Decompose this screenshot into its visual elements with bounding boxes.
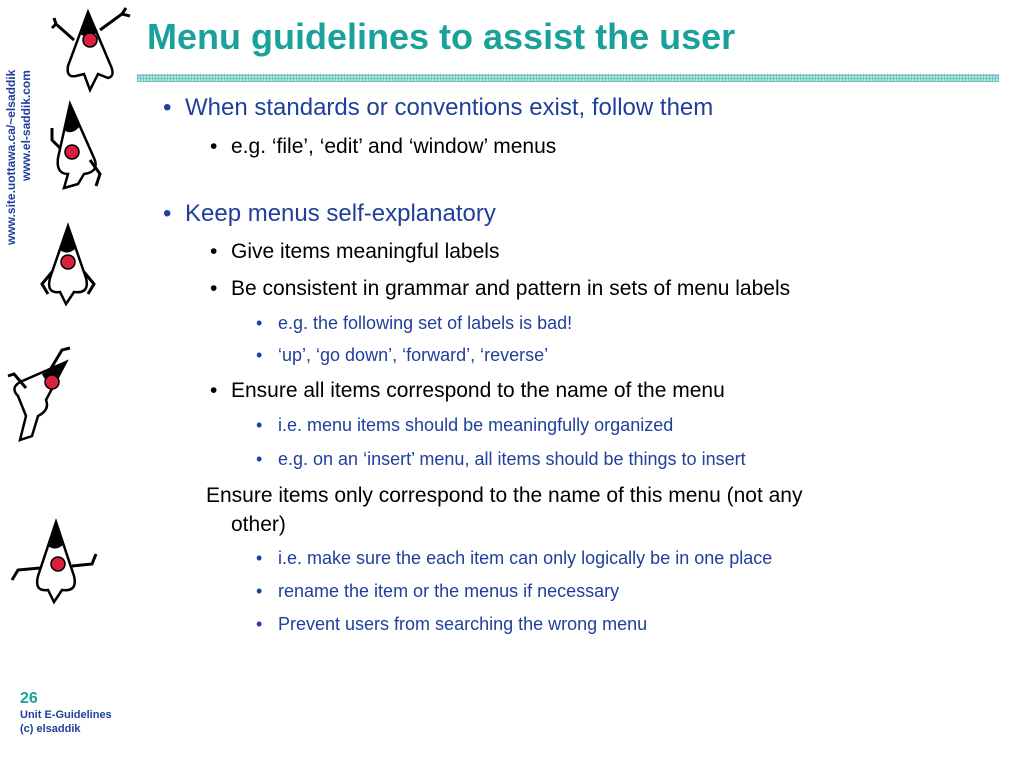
bullet-bad-labels: e.g. the following set of labels is bad!: [278, 313, 573, 333]
bullet-meaningful-labels: Give items meaningful labels: [231, 240, 500, 263]
page-number: 26: [20, 690, 38, 707]
bullet-icon: •: [256, 313, 263, 333]
bullet-self-explanatory: Keep menus self-explanatory: [185, 200, 496, 227]
bullet-standards-example: e.g. ‘file’, ‘edit’ and ‘window’ menus: [231, 135, 557, 158]
mascot-leaning-image: [48, 100, 108, 192]
bullet-consistent: Be consistent in grammar and pattern in sets of menu labels: [231, 277, 791, 300]
title-divider: [137, 74, 999, 82]
bullet-rename: rename the item or the menus if necessary: [278, 581, 620, 601]
ensure-only-correspond-text: [206, 481, 966, 539]
bullet-standards: When standards or conventions exist, follow them: [185, 94, 714, 121]
mascot-standing-image: [38, 222, 100, 308]
sidebar-url-1: www.site.uottawa.ca/~elsaddik: [4, 70, 18, 246]
bullet-icon: •: [256, 449, 263, 469]
bullet-icon: •: [163, 200, 172, 227]
footer-copyright: (c) elsaddik: [20, 723, 81, 735]
bullet-label-examples: ‘up’, ‘go down’, ‘forward’, ‘reverse’: [278, 345, 549, 365]
mascot-waving-image: [50, 4, 134, 96]
bullet-one-place: i.e. make sure the each item can only logically be in one place: [278, 548, 773, 568]
slide-footer: [20, 690, 112, 736]
bullet-icon: •: [256, 345, 263, 365]
sidebar: [0, 0, 140, 768]
ensure-line-2: other): [231, 513, 286, 536]
bullet-icon: •: [210, 379, 218, 402]
bullet-organized: i.e. menu items should be meaningfully organized: [278, 415, 674, 435]
bullet-icon: •: [210, 135, 218, 158]
bullet-icon: •: [256, 548, 263, 568]
bullet-icon: •: [210, 277, 218, 300]
footer-unit: Unit E-Guidelines: [20, 709, 112, 721]
bullet-insert-menu: e.g. on an ‘insert’ menu, all items should be things to insert: [278, 449, 746, 469]
mascot-arms-out-image: [8, 518, 100, 608]
ensure-line-1: Ensure items only correspond to the name of this menu (not any: [206, 484, 803, 507]
bullet-icon: •: [256, 614, 263, 634]
bullet-icon: •: [256, 581, 263, 601]
sidebar-url-2: www.el-saddik.com: [19, 70, 33, 181]
mascot-tilted-image: [6, 344, 78, 448]
slide-title: Menu guidelines to assist the user: [147, 16, 736, 57]
bullet-prevent-searching: Prevent users from searching the wrong menu: [278, 614, 648, 634]
bullet-icon: •: [256, 415, 263, 435]
bullet-icon: •: [210, 240, 218, 263]
bullet-icon: •: [163, 94, 172, 121]
bullet-correspond: Ensure all items correspond to the name of the menu: [231, 379, 725, 402]
